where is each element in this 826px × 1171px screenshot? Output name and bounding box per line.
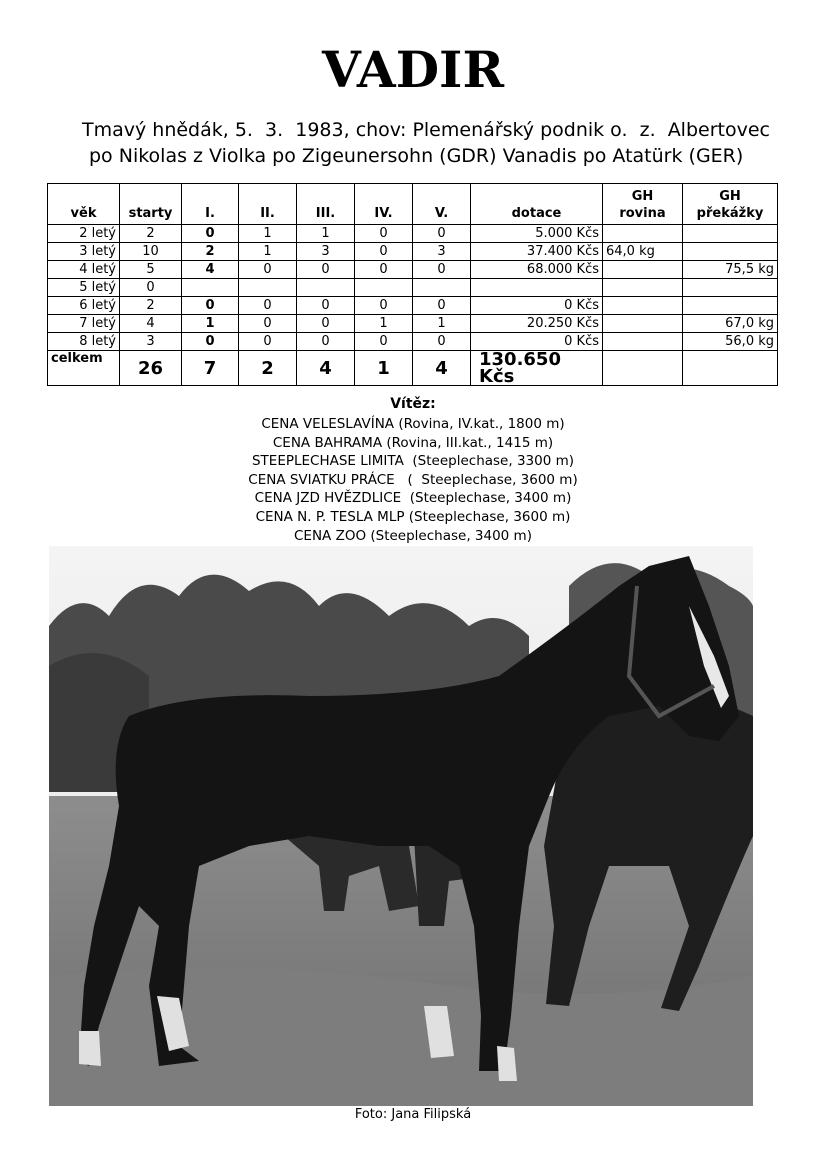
- win-item: CENA JZD HVĚZDLICE (Steeplechase, 3400 m): [254, 490, 572, 507]
- table-cell: [603, 279, 683, 297]
- total-gh-jumps: [683, 351, 778, 386]
- table-total-row: [48, 351, 778, 386]
- table-cell: 20.250 Kčs: [471, 315, 603, 333]
- win-item: CENA VELESLAVÍNA (Rovina, IV.kat., 1800 m): [261, 416, 565, 432]
- table-cell: 0: [297, 315, 355, 333]
- win-item: CENA SVIATKU PRÁCE ( Steeplechase, 3600 m): [248, 471, 578, 488]
- table-row: [48, 279, 778, 297]
- table-cell: [683, 297, 778, 315]
- table-cell: 64,0 kg: [603, 243, 683, 261]
- table-cell: 0 Kčs: [471, 333, 603, 351]
- table-cell: [471, 279, 603, 297]
- total-third: 4: [297, 351, 355, 386]
- table-row: [48, 243, 778, 261]
- header-age: věk: [48, 184, 120, 225]
- header-gh-jumps: GH překážky: [683, 184, 778, 225]
- win-item: CENA ZOO (Steeplechase, 3400 m): [294, 527, 532, 544]
- table-row: [48, 261, 778, 279]
- table-cell: [355, 279, 413, 297]
- horse-info-line: Tmavý hnědák, 5. 3. 1983, chov: Plemenářský podnik o. z. Albertovec: [82, 119, 770, 141]
- header-first: I.: [182, 184, 239, 225]
- horse-name-title: VADIR: [321, 40, 504, 99]
- table-cell: 5 letý: [48, 279, 120, 297]
- table-cell: [603, 333, 683, 351]
- table-cell: 0: [297, 333, 355, 351]
- table-row: [48, 333, 778, 351]
- win-item: STEEPLECHASE LIMITA (Steeplechase, 3300 m): [251, 453, 575, 470]
- table-cell: 10: [120, 243, 182, 261]
- table-cell: 0: [413, 333, 471, 351]
- table-cell: 8 letý: [48, 333, 120, 351]
- table-cell: 0: [413, 297, 471, 315]
- table-cell: 0: [355, 297, 413, 315]
- table-cell: 1: [297, 225, 355, 243]
- table-header-row: [48, 184, 778, 225]
- table-cell: 0: [355, 261, 413, 279]
- table-cell: 4 letý: [48, 261, 120, 279]
- table-cell: 3: [297, 243, 355, 261]
- win-item: CENA BAHRAMA (Rovina, III.kat., 1415 m): [272, 434, 554, 451]
- table-cell: 2: [182, 243, 239, 261]
- win-item: CENA N. P. TESLA MLP (Steeplechase, 3600 m): [255, 508, 571, 525]
- table-cell: 0: [355, 333, 413, 351]
- total-second: 2: [239, 351, 297, 386]
- total-label: celkem: [48, 351, 120, 386]
- header-prize: dotace: [471, 184, 603, 225]
- table-cell: [603, 297, 683, 315]
- table-cell: 0: [297, 297, 355, 315]
- total-prize: 130.650 Kčs: [471, 351, 603, 386]
- header-fifth: V.: [413, 184, 471, 225]
- table-cell: 67,0 kg: [683, 315, 778, 333]
- table-cell: 0: [413, 225, 471, 243]
- table-cell: 7 letý: [48, 315, 120, 333]
- race-stats-table: [47, 183, 778, 386]
- table-cell: 2 letý: [48, 225, 120, 243]
- table-cell: [603, 315, 683, 333]
- table-cell: 0: [413, 261, 471, 279]
- table-cell: 3 letý: [48, 243, 120, 261]
- table-cell: 75,5 kg: [683, 261, 778, 279]
- table-row: [48, 297, 778, 315]
- table-cell: 0: [182, 297, 239, 315]
- wins-list: [0, 415, 826, 545]
- header-third: III.: [297, 184, 355, 225]
- table-cell: 6 letý: [48, 297, 120, 315]
- table-cell: 1: [239, 243, 297, 261]
- table-cell: 0: [239, 315, 297, 333]
- table-cell: [683, 243, 778, 261]
- table-cell: 56,0 kg: [683, 333, 778, 351]
- total-fourth: 1: [355, 351, 413, 386]
- total-first: 7: [182, 351, 239, 386]
- total-gh-flat: [603, 351, 683, 386]
- photo-caption: Foto: Jana Filipská: [354, 1107, 472, 1122]
- table-cell: 0: [182, 225, 239, 243]
- table-cell: [603, 261, 683, 279]
- table-cell: 3: [120, 333, 182, 351]
- horse-photo: [49, 546, 753, 1106]
- pedigree-line: po Nikolas z Violka po Zigeunersohn (GDR) Vanadis po Atatürk (GER): [89, 145, 744, 167]
- table-cell: [413, 279, 471, 297]
- header-starts: starty: [120, 184, 182, 225]
- table-cell: 0: [355, 225, 413, 243]
- table-cell: 0: [120, 279, 182, 297]
- table-cell: 1: [239, 225, 297, 243]
- table-cell: 5: [120, 261, 182, 279]
- table-cell: 0: [239, 333, 297, 351]
- total-fifth: 4: [413, 351, 471, 386]
- table-cell: [683, 225, 778, 243]
- table-cell: [182, 279, 239, 297]
- table-cell: 1: [413, 315, 471, 333]
- table-cell: 0: [239, 261, 297, 279]
- table-cell: 0: [239, 297, 297, 315]
- header-second: II.: [239, 184, 297, 225]
- table-cell: 68.000 Kčs: [471, 261, 603, 279]
- table-cell: 0: [355, 243, 413, 261]
- table-cell: 2: [120, 297, 182, 315]
- header-gh-flat: GH rovina: [603, 184, 683, 225]
- table-cell: [603, 225, 683, 243]
- table-cell: 0 Kčs: [471, 297, 603, 315]
- header-fourth: IV.: [355, 184, 413, 225]
- table-cell: 3: [413, 243, 471, 261]
- table-cell: 5.000 Kčs: [471, 225, 603, 243]
- table-cell: 1: [182, 315, 239, 333]
- table-row: [48, 315, 778, 333]
- winner-heading: Vítěz:: [390, 396, 436, 412]
- table-row: [48, 225, 778, 243]
- table-cell: 4: [120, 315, 182, 333]
- table-cell: 37.400 Kčs: [471, 243, 603, 261]
- table-cell: [239, 279, 297, 297]
- table-cell: [683, 279, 778, 297]
- total-starts: 26: [120, 351, 182, 386]
- table-cell: 4: [182, 261, 239, 279]
- table-cell: [297, 279, 355, 297]
- table-cell: 1: [355, 315, 413, 333]
- table-cell: 0: [297, 261, 355, 279]
- table-cell: 0: [182, 333, 239, 351]
- table-cell: 2: [120, 225, 182, 243]
